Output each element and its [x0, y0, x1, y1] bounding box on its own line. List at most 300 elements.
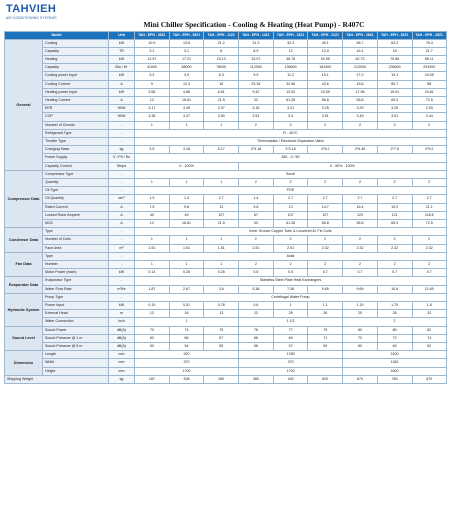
- value-cell: 0.5: [273, 269, 308, 277]
- value-cell: 74: [169, 326, 204, 334]
- value-cell: 2: [343, 236, 378, 244]
- table-row: [5, 277, 447, 285]
- value-cell: 77: [273, 326, 308, 334]
- row-label-sound-pressure-5-m: Sound Pressure @ 5 m: [43, 343, 109, 351]
- value-cell: 3.1: [135, 47, 170, 55]
- value-cell: 2.51: [273, 244, 308, 252]
- row-unit: -: [109, 121, 135, 129]
- value-cell: 25: [343, 310, 378, 318]
- row-label-rated-current: Rated Current: [43, 203, 109, 211]
- value-cell: 56.8: [308, 219, 343, 227]
- value-cell: 21.7: [412, 47, 446, 55]
- table-row: [5, 375, 447, 383]
- value-cell: 82: [412, 326, 446, 334]
- value-cell: 13: [204, 203, 239, 211]
- group-label-condenser-data: Condenser Data: [5, 228, 43, 253]
- row-unit: -: [109, 187, 135, 195]
- table-row: [5, 343, 447, 351]
- row-unit: dB(A): [109, 326, 135, 334]
- value-cell: 56.8: [343, 219, 378, 227]
- row-unit: A: [109, 203, 135, 211]
- table-row: [5, 334, 447, 342]
- value-cell: 2.32: [377, 244, 412, 252]
- row-label-water-connection: Water Connection: [43, 318, 109, 326]
- header-model-21: TAH - EPH - 21Z1: [308, 32, 343, 40]
- value-cell: 2.67: [169, 285, 204, 293]
- value-cell: 85.11: [412, 55, 446, 63]
- value-cell: 3.49: [169, 105, 204, 113]
- value-cell: 1: [135, 236, 170, 244]
- value-cell: 0.7: [377, 269, 412, 277]
- row-label-cooling-power-input: Cooling power Input: [43, 72, 109, 80]
- value-cell: 72: [377, 334, 412, 342]
- row-label-face-area: Face Area: [43, 244, 109, 252]
- merged-value-cell: 0 - 100%: [135, 162, 239, 170]
- row-unit: A: [109, 219, 135, 227]
- value-cell: 11.65: [412, 285, 446, 293]
- value-cell: 67: [204, 334, 239, 342]
- table-row: [5, 260, 447, 268]
- value-cell: 17.21: [169, 55, 204, 63]
- value-cell: 56.8: [343, 96, 378, 104]
- value-cell: 33: [239, 219, 274, 227]
- value-cell: 6.61: [204, 88, 239, 96]
- value-cell: 112000: [239, 64, 274, 72]
- row-unit: mm: [109, 359, 135, 367]
- row-label-number: Number: [43, 260, 109, 268]
- merged-value-cell: Stainless Steel Plate Heat Exchangers: [135, 277, 447, 285]
- row-label-power-supply: Power Supply: [43, 154, 109, 162]
- value-cell: 5.17: [204, 146, 239, 154]
- value-cell: 3.49: [343, 113, 378, 121]
- header-model: Model: [5, 32, 109, 40]
- merged-value-cell: Scroll: [135, 170, 447, 178]
- value-cell: 15.39: [308, 88, 343, 96]
- group-label-hydraulic-system: Hydraulic System: [5, 293, 43, 326]
- value-cell: 43.6: [308, 80, 343, 88]
- spec-table-body: [5, 39, 447, 384]
- value-cell: 118.5: [412, 211, 446, 219]
- group-label-fan-data: Fan Data: [5, 252, 43, 277]
- value-cell: 0.7: [412, 269, 446, 277]
- row-label-evaporator-type: Evaporator Type: [43, 277, 109, 285]
- table-header-row: [5, 32, 447, 40]
- value-cell: 12: [135, 219, 170, 227]
- value-cell: 74: [412, 334, 446, 342]
- value-cell: 18: [377, 47, 412, 55]
- value-cell: 21.2: [204, 39, 239, 47]
- value-cell: 19.2: [377, 203, 412, 211]
- value-cell: 3.29: [343, 105, 378, 113]
- merged-value-cell: R - 407C: [135, 129, 447, 137]
- value-cell: 2: [273, 260, 308, 268]
- merged-value-cell: 380 - 3 / 50: [135, 154, 447, 162]
- group-label-sound-level: Sound Level: [5, 326, 43, 351]
- value-cell: 56.8: [308, 96, 343, 104]
- value-cell: 32.96: [273, 80, 308, 88]
- row-label-height: Height: [43, 367, 109, 375]
- row-label-heating: Heating: [43, 55, 109, 63]
- table-row: [5, 55, 447, 63]
- row-unit: mm: [109, 351, 135, 359]
- value-cell: 16.4: [343, 203, 378, 211]
- value-cell: 2: [377, 121, 412, 129]
- group-label-evaporator-data: Evaporator Data: [5, 277, 43, 293]
- row-unit: A: [109, 211, 135, 219]
- table-row: [5, 318, 447, 326]
- row-unit: dB(A): [109, 334, 135, 342]
- value-cell: 0.14: [135, 269, 170, 277]
- value-cell: 70: [135, 326, 170, 334]
- merged-value-cell: 370: [135, 359, 239, 367]
- value-cell: 1: [204, 260, 239, 268]
- value-cell: 6.3: [204, 72, 239, 80]
- row-label-width: Width: [43, 359, 109, 367]
- table-row: [5, 105, 447, 113]
- value-cell: 21.5: [204, 219, 239, 227]
- value-cell: 9.42: [239, 88, 274, 96]
- value-cell: 2.7: [308, 195, 343, 203]
- value-cell: 4.86: [169, 88, 204, 96]
- value-cell: 12: [273, 47, 308, 55]
- value-cell: 1: [135, 121, 170, 129]
- value-cell: 2: [343, 260, 378, 268]
- row-unit: -: [109, 129, 135, 137]
- value-cell: 79: [308, 326, 343, 334]
- group-label-dimension: Dimension: [5, 351, 43, 376]
- value-cell: 23.13: [204, 55, 239, 63]
- value-cell: 2: [308, 260, 343, 268]
- value-cell: 14.7: [308, 203, 343, 211]
- value-cell: 2: [273, 178, 308, 186]
- table-row: [5, 211, 447, 219]
- merged-value-cell: POE: [135, 187, 447, 195]
- value-cell: 107: [308, 211, 343, 219]
- value-cell: 1: [169, 121, 204, 129]
- value-cell: 15.1: [308, 72, 343, 80]
- value-cell: 59: [308, 343, 343, 351]
- row-unit: mm: [109, 367, 135, 375]
- value-cell: 1: [135, 178, 170, 186]
- value-cell: 3.51: [308, 113, 343, 121]
- value-cell: 3.21: [273, 105, 308, 113]
- value-cell: 54: [169, 343, 204, 351]
- value-cell: 50.7: [377, 80, 412, 88]
- value-cell: 1.15: [343, 302, 378, 310]
- value-cell: 13.6: [169, 39, 204, 47]
- value-cell: 53.95: [308, 55, 343, 63]
- row-unit: -: [109, 277, 135, 285]
- value-cell: 138000: [273, 64, 308, 72]
- value-cell: 56: [239, 343, 274, 351]
- value-cell: 58000: [169, 64, 204, 72]
- value-cell: 0.25: [169, 269, 204, 277]
- value-cell: 2: [239, 121, 274, 129]
- row-label-type: Type: [43, 252, 109, 260]
- table-row: [5, 351, 447, 359]
- value-cell: 212000: [343, 64, 378, 72]
- value-cell: 16.61: [169, 96, 204, 104]
- value-cell: 33.07: [239, 55, 274, 63]
- table-row: [5, 121, 447, 129]
- value-cell: 380: [239, 375, 274, 383]
- row-unit: m²: [109, 244, 135, 252]
- value-cell: 69: [273, 334, 308, 342]
- header-model-16: TAH - EPH - 16Z1: [273, 32, 308, 40]
- value-cell: 3.17: [135, 105, 170, 113]
- row-label-type: Type: [43, 228, 109, 236]
- table-row: [5, 64, 447, 72]
- table-row: [5, 162, 447, 170]
- group-label-compressor-data: Compressor Data: [5, 170, 43, 227]
- value-cell: 430: [273, 375, 308, 383]
- row-unit: A: [109, 96, 135, 104]
- table-row: [5, 359, 447, 367]
- table-row: [5, 302, 447, 310]
- table-row: [5, 178, 447, 186]
- value-cell: 107: [204, 211, 239, 219]
- row-label-number-of-coils: Number of Coils: [43, 236, 109, 244]
- value-cell: 2: [308, 178, 343, 186]
- value-cell: 2: [377, 178, 412, 186]
- row-unit: -: [109, 170, 135, 178]
- value-cell: 62: [412, 343, 446, 351]
- value-cell: 3.47: [169, 113, 204, 121]
- value-cell: 1: [169, 260, 204, 268]
- value-cell: 208: [169, 375, 204, 383]
- row-unit: -: [109, 293, 135, 301]
- value-cell: 19.91: [377, 88, 412, 96]
- value-cell: 2*3.18: [239, 146, 274, 154]
- value-cell: 2: [239, 178, 274, 186]
- value-cell: 62.73: [343, 55, 378, 63]
- value-cell: 1.51: [169, 244, 204, 252]
- merged-value-cell: 0 - 50% - 100%: [239, 162, 447, 170]
- merged-value-cell: 1600: [343, 367, 447, 375]
- value-cell: 3.44: [412, 113, 446, 121]
- value-cell: 16: [169, 310, 204, 318]
- value-cell: 3.25: [377, 105, 412, 113]
- row-label-heating-current: Heating Current: [43, 96, 109, 104]
- value-cell: 2: [412, 121, 446, 129]
- value-cell: 1: [204, 121, 239, 129]
- value-cell: 2*5.2: [308, 146, 343, 154]
- row-label-oil-quantity: Oil Quantity: [43, 195, 109, 203]
- value-cell: 70.86: [377, 55, 412, 63]
- value-cell: 13: [273, 203, 308, 211]
- value-cell: 2: [308, 121, 343, 129]
- value-cell: 5.38: [239, 285, 274, 293]
- value-cell: 181000: [308, 64, 343, 72]
- value-cell: 3.4: [273, 113, 308, 121]
- value-cell: 2: [273, 236, 308, 244]
- value-cell: 78000: [204, 64, 239, 72]
- value-cell: 49: [169, 211, 204, 219]
- row-label-locked-rotor-ampere: Locked Rotor Ampere: [43, 211, 109, 219]
- header-unit: Unit: [109, 32, 135, 40]
- value-cell: 780: [377, 375, 412, 383]
- row-unit: kg: [109, 375, 135, 383]
- value-cell: 23: [239, 310, 274, 318]
- value-cell: 50: [135, 343, 170, 351]
- row-label-water-flow-rate: Water Flow Rate: [43, 285, 109, 293]
- value-cell: 68: [239, 334, 274, 342]
- value-cell: 40: [135, 211, 170, 219]
- value-cell: 2*7.5: [377, 146, 412, 154]
- row-label-eer: EER: [43, 105, 109, 113]
- value-cell: 12.97: [135, 55, 170, 63]
- value-cell: 0.6: [239, 302, 274, 310]
- table-row: [5, 72, 447, 80]
- value-cell: 65.3: [377, 96, 412, 104]
- row-label-capacity: Capacity: [43, 64, 109, 72]
- value-cell: 2: [377, 260, 412, 268]
- row-label-shipping-weight: Shipping Weight: [5, 375, 109, 383]
- header-model-06: TAH - EPH - 06Z1: [135, 32, 170, 40]
- value-cell: 2.32: [308, 244, 343, 252]
- table-row: [5, 293, 447, 301]
- merged-value-cell: Thermostatic / Electronic Expansion Valve: [135, 137, 447, 145]
- row-unit: TR: [109, 47, 135, 55]
- value-cell: 35: [377, 310, 412, 318]
- row-label-pump-type: Pump Type: [43, 293, 109, 301]
- value-cell: 2: [412, 260, 446, 268]
- row-unit: Steps: [109, 162, 135, 170]
- value-cell: 17.2: [343, 72, 378, 80]
- value-cell: 67: [239, 211, 274, 219]
- value-cell: 3.38: [135, 113, 170, 121]
- value-cell: 63.2: [377, 39, 412, 47]
- value-cell: 1.75: [377, 302, 412, 310]
- value-cell: 0.25: [204, 269, 239, 277]
- value-cell: 3.18: [169, 146, 204, 154]
- value-cell: 1.8: [412, 302, 446, 310]
- merged-value-cell: 2100: [343, 351, 447, 359]
- merged-value-cell: 1780: [239, 351, 343, 359]
- value-cell: 7.5: [135, 203, 170, 211]
- row-label-charging-mass: Charging Mass: [43, 146, 109, 154]
- value-cell: 9.65: [308, 285, 343, 293]
- merged-value-cell: 2: [343, 318, 447, 326]
- header-model-26: TAH - EPH - 26Z1: [343, 32, 378, 40]
- value-cell: 9.69: [343, 285, 378, 293]
- value-cell: 72.5: [412, 96, 446, 104]
- value-cell: 2*3.16: [273, 146, 308, 154]
- value-cell: 16: [204, 80, 239, 88]
- merged-value-cell: Axial: [135, 252, 447, 260]
- merged-value-cell: 1700: [135, 367, 239, 375]
- group-label-general: General: [5, 39, 43, 170]
- row-unit: Btu / Hr: [109, 64, 135, 72]
- page-title: Mini Chiller Specification - Cooling & Heating (Heat Pump) - R407C: [143, 20, 365, 29]
- header-model-11: TAH - EPH - 11Z1: [204, 32, 239, 40]
- value-cell: 71: [308, 334, 343, 342]
- value-cell: 17.96: [343, 88, 378, 96]
- value-cell: 55: [204, 343, 239, 351]
- value-cell: 2*5.45: [343, 146, 378, 154]
- value-cell: 12: [135, 96, 170, 104]
- value-cell: 13.9: [308, 47, 343, 55]
- row-unit: -: [109, 236, 135, 244]
- header-model-35: TAH - EPH - 35Z1: [412, 32, 446, 40]
- value-cell: 61.26: [273, 96, 308, 104]
- value-cell: 107: [273, 211, 308, 219]
- row-unit: W/W: [109, 113, 135, 121]
- row-label-number-of-circuits: Number of Circuits: [43, 121, 109, 129]
- value-cell: 2.51: [239, 244, 274, 252]
- row-unit: dm³: [109, 195, 135, 203]
- table-row: [5, 39, 447, 47]
- value-cell: 43.6: [343, 80, 378, 88]
- value-cell: 3.66: [135, 88, 170, 96]
- row-unit: -: [109, 178, 135, 186]
- value-cell: 24.81: [412, 88, 446, 96]
- value-cell: 56.7: [343, 39, 378, 47]
- value-cell: 32.3: [273, 39, 308, 47]
- value-cell: 2.7: [343, 195, 378, 203]
- row-unit: m³/hr: [109, 285, 135, 293]
- value-cell: 3.6: [204, 285, 239, 293]
- value-cell: 10.6: [377, 285, 412, 293]
- row-unit: -: [109, 260, 135, 268]
- value-cell: 31.3: [239, 39, 274, 47]
- value-cell: 10.9: [135, 39, 170, 47]
- value-cell: 1: [135, 260, 170, 268]
- value-cell: 2.93: [412, 105, 446, 113]
- value-cell: 41000: [135, 64, 170, 72]
- value-cell: 21.1: [412, 203, 446, 211]
- value-cell: 1: [204, 236, 239, 244]
- row-unit: kW: [109, 269, 135, 277]
- value-cell: 620: [308, 375, 343, 383]
- value-cell: 1.9: [135, 195, 170, 203]
- value-cell: 2.7: [204, 195, 239, 203]
- merged-value-cell: 370: [239, 359, 343, 367]
- value-cell: 2: [412, 236, 446, 244]
- row-label-cooling-current: Cooling Current: [43, 80, 109, 88]
- value-cell: 1.87: [135, 285, 170, 293]
- merged-value-cell: Centrifugal Water Pump: [135, 293, 447, 301]
- value-cell: 72: [343, 334, 378, 342]
- row-label-sound-pressure-1-m: Sound Pressure @ 1 m: [43, 334, 109, 342]
- row-unit: kW: [109, 39, 135, 47]
- value-cell: 1.51: [135, 244, 170, 252]
- value-cell: 2.32: [412, 244, 446, 252]
- value-cell: 11.2: [273, 72, 308, 80]
- value-cell: 3.16: [239, 105, 274, 113]
- table-row: [5, 252, 447, 260]
- value-cell: 60: [343, 343, 378, 351]
- value-cell: 0.51: [169, 302, 204, 310]
- row-label-cop: COP: [43, 113, 109, 121]
- value-cell: 80: [377, 326, 412, 334]
- value-cell: 61.26: [273, 219, 308, 227]
- value-cell: 0.15: [135, 302, 170, 310]
- row-label-heating-power-input: Heating power Input: [43, 88, 109, 96]
- value-cell: 9.6: [169, 203, 204, 211]
- table-row: [5, 310, 447, 318]
- value-cell: 0.78: [204, 302, 239, 310]
- value-cell: 3.51: [239, 113, 274, 121]
- value-cell: 2: [308, 236, 343, 244]
- row-label-quantity: Quantity: [43, 178, 109, 186]
- row-unit: dB(A): [109, 343, 135, 351]
- value-cell: 80: [343, 326, 378, 334]
- value-cell: 13: [204, 310, 239, 318]
- table-row: [5, 285, 447, 293]
- table-row: [5, 203, 447, 211]
- value-cell: 291000: [412, 64, 446, 72]
